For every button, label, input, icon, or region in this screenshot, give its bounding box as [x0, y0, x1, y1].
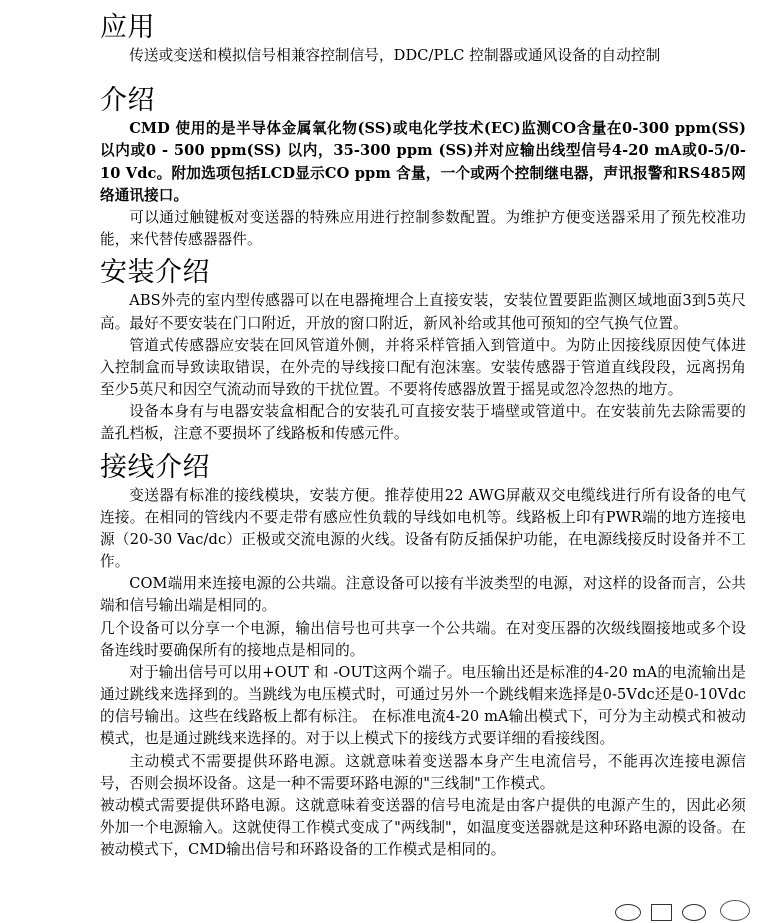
oval-icon: [682, 904, 706, 921]
paragraph: 传送或变送和模拟信号相兼容控制信号，DDC/PLC 控制器或通风设备的自动控制: [129, 47, 661, 65]
section-title-introduction: 介绍: [100, 85, 155, 117]
oval-icon: [615, 904, 641, 921]
paragraph: ABS外壳的室内型传感器可以在电器掩埋合上直接安装，安装位置要距监测区域地面3到5英尺高。最好不要安装在门口附近，开放的窗口附近，新风补给或其他可预知的空气换气位置。: [100, 292, 746, 332]
paragraph: 管道式传感器应安装在回风管道外侧，并将采样管插入到管道中。为防止因接线原因使气体进入控制盒而导致读取错误，在外壳的导线接口配有泡沫塞。安装传感器于管道直线段段，远离拐角至少5英尺和因空气流动而导致的干扰位置。不要将传感器放置于摇晃或忽冷忽热的地方。: [100, 336, 746, 399]
section-application: [100, 12, 746, 67]
section-title-wiring: 接线介绍: [100, 451, 210, 483]
paragraph: 可以通过触键板对变送器的特殊应用进行控制参数配置。为维护方便变送器采用了预先校准功能，来代替传感器器件。: [100, 208, 746, 249]
section-title-application: 应用: [100, 12, 155, 43]
paragraph: 对于输出信号可以用+OUT 和 -OUT这两个端子。电压输出还是标准的4-20 mA的电流输出是通过跳线来选择到的。当跳线为电压模式时，可通过另外一个跳线帽来选择是0-5Vdc还是0-10Vdc的信号输出。这些在线路板上都有标注。 在标准电流4-20 mA输出模式下，可分为主动模式和被动模式，也是通过跳线来选择的。对于以上模式下的接线方式要详细的看接线图。: [100, 663, 746, 748]
square-icon: [651, 904, 672, 921]
paragraph: 变送器有标准的接线模块，安装方便。推荐使用22 AWG屏蔽双交电缆线进行所有设备的电气连接。在相同的管线内不要走带有感应性负载的导线如电机等。线路板上印有PWR端的地方连接电源（20-30 Vac/dc）正极或交流电源的火线。设备有防反插保护功能，在电源线接反时设备并不工作。: [100, 486, 746, 571]
section-installation: [100, 257, 746, 445]
footer-icon-group: [615, 900, 750, 921]
paragraph: 被动模式需要提供环路电源。这就意味着变送器的信号电流是由客户提供的电源产生的，因此必须外加一个电源输入。这就使得工作模式变成了"两线制"，如温度变送器就是这种环路电源的设备。在被动模式下，CMD输出信号和环路设备的工作模式是相同的。: [100, 797, 746, 859]
paragraph: 几个设备可以分享一个电源，输出信号也可共享一个公共端。在对变压器的次级线圈接地或多个设备连线时要确保所有的接地点是相同的。: [100, 619, 746, 659]
section-introduction: [100, 85, 746, 251]
paragraph: 设备本身有与电器安装盒相配合的安装孔可直接安装于墙壁或管道中。在安装前先去除需要的盖孔档板，注意不要损坏了线路板和传感元件。: [100, 403, 746, 443]
section-title-installation: 安装介绍: [100, 257, 210, 289]
paragraph: 主动模式不需要提供环路电源。这就意味着变送器本身产生电流信号，不能再次连接电源信号，否则会损坏设备。这是一种不需要环路电源的"三线制"工作模式。: [100, 752, 746, 792]
section-wiring: [100, 452, 746, 862]
circle-icon: [720, 900, 750, 921]
paragraph: CMD 使用的是半导体金属氧化物(SS)或电化学技术(EC)监测CO含量在0-300 ppm(SS)以内或0 - 500 ppm(SS) 以内，35-300 ppm (SS)并对应输出线型信号4-20 mA或0-5/0-10 Vdc。附加选项包括LCD显示CO ppm 含量，一个或两个控制继电器，声讯报警和RS485网络通讯接口。: [100, 120, 746, 204]
paragraph: COM端用来连接电源的公共端。注意设备可以接有半波类型的电源，对这样的设备而言，公共端和信号输出端是相同的。: [100, 575, 746, 615]
